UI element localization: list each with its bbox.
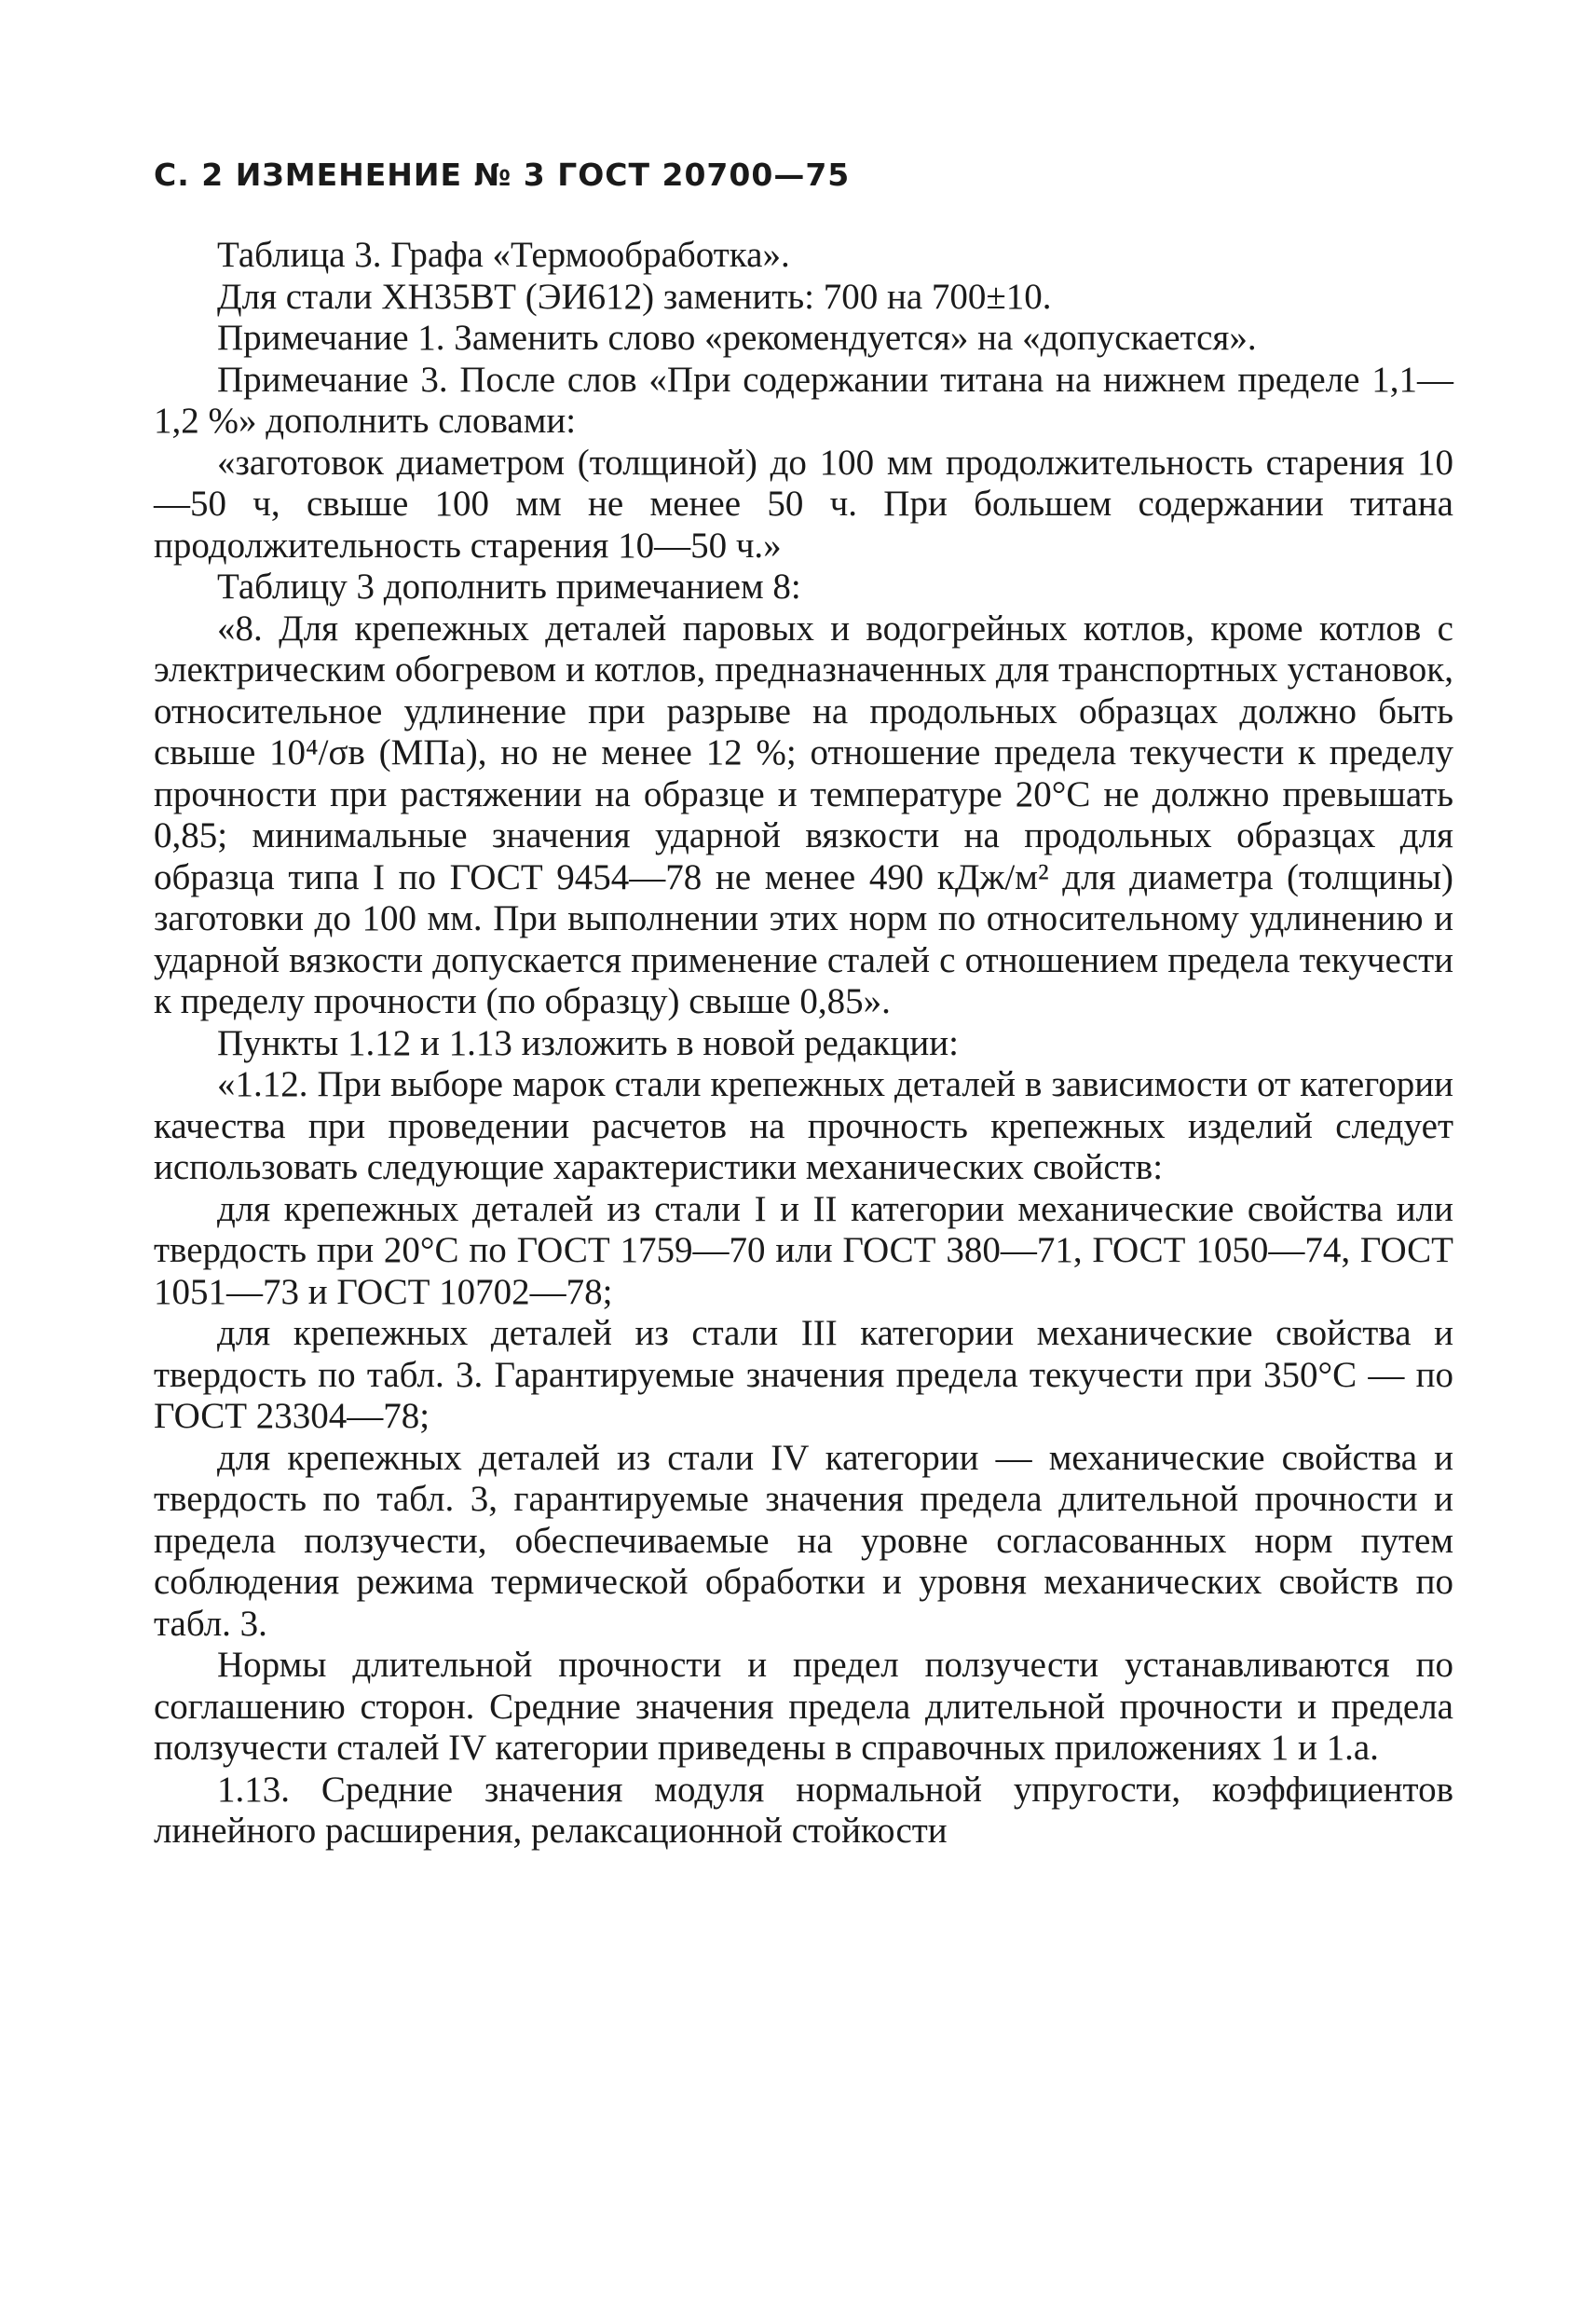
paragraph-points-new-edition: Пункты 1.12 и 1.13 изложить в новой редакции: xyxy=(217,1022,959,1063)
paragraph-clause-1-13: 1.13. Средние значения модуля нормальной упругости, коэффициентов линейного расширения, релаксационной стойкости xyxy=(154,1769,1453,1851)
paragraph-category-3: для крепежных деталей из стали III категории механические свойства и твердость по табл. 3. Гарантируемые значения предела текучести при 350°С — по ГОСТ 23304—78; xyxy=(154,1313,1453,1436)
page-header: С. 2 ИЗМЕНЕНИЕ № 3 ГОСТ 20700—75 xyxy=(154,157,851,193)
paragraph-clause-1-12: «1.12. При выборе марок стали крепежных деталей в зависимости от категории качества при проведении расчетов на прочность крепежных изделий следует использовать следующие характеристики механических свойств: xyxy=(154,1064,1453,1187)
paragraph-note-8: «8. Для крепежных деталей паровых и водогрейных котлов, кроме котлов с электрическим обогревом и котлов, предназначенных для транспортных установок, относительное удлинение при разрыве на продольных образцах должно быть свыше 10⁴/σв (МПа), но не менее 12 %; отношение предела текучести к пределу прочности при растяжении на образце и температуре 20°С не должно превышать 0,85; минимальные значения ударной вязкости на продольных образцах для образца типа I по ГОСТ 9454—78 не менее 490 кДж/м² для диаметра (толщины) заготовки до 100 мм. При выполнении этих норм по относительному удлинению и ударной вязкости допускается применение сталей с отношением предела текучести к пределу прочности (по образцу) свыше 0,85». xyxy=(154,608,1453,1021)
paragraph-note-1: Примечание 1. Заменить слово «рекомендуется» на «допускается». xyxy=(217,318,1257,358)
paragraph-table3-supplement: Таблицу 3 дополнить примечанием 8: xyxy=(217,567,801,607)
paragraph-category-4: для крепежных деталей из стали IV категории — механические свойства и твердость по табл. 3, гарантируемые значения предела длительной прочности и предела ползучести, обеспечиваемые на уровне согласованных норм путем соблюдения режима термической обработки и уровня механических свойств по табл. 3. xyxy=(154,1437,1453,1644)
paragraph-norms: Нормы длительной прочности и предел ползучести устанавливаются по соглашению сторон. Средние значения предела длительной прочности и предела ползучести сталей IV категории приведены в справочных приложениях 1 и 1.а. xyxy=(154,1645,1453,1768)
paragraph-category-1-2: для крепежных деталей из стали I и II категории механические свойства или твердость при 20°С по ГОСТ 1759—70 или ГОСТ 380—71, ГОСТ 1050—74, ГОСТ 1051—73 и ГОСТ 10702—78; xyxy=(154,1188,1453,1312)
document-body xyxy=(154,235,1453,1853)
paragraph-note-3-addition: «заготовок диаметром (толщиной) до 100 мм продолжительность старения 10—50 ч, свыше 100 мм не менее 50 ч. При большем содержании титана продолжительность старения 10—50 ч.» xyxy=(154,442,1453,566)
paragraph-steel-replace: Для стали ХН35ВТ (ЭИ612) заменить: 700 на 700±10. xyxy=(217,276,1052,317)
paragraph-note-3: Примечание 3. После слов «При содержании титана на нижнем пределе 1,1—1,2 %» дополнить словами: xyxy=(154,359,1453,441)
paragraph-table3-column: Таблица 3. Графа «Термообработка». xyxy=(217,235,790,275)
